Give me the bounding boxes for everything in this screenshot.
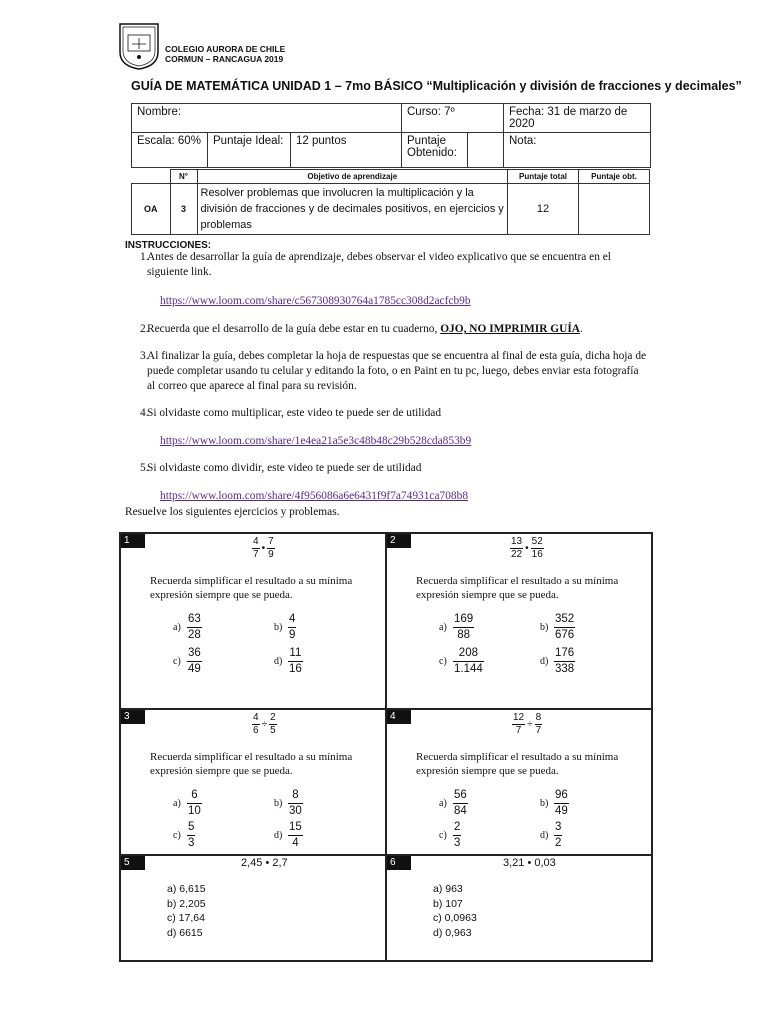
exercises-intro: Resuelve los siguientes ejercicios y problemas. (125, 506, 340, 518)
exercise-operation: 3,21 • 0,03 (503, 857, 556, 869)
option-a[interactable]: a) 6,615 (167, 883, 206, 895)
instruction-2-warning: OJO, NO IMPRIMIR GUÍA (440, 323, 581, 335)
exercise-3 (120, 709, 386, 855)
option-c[interactable]: c) $\frac{208}{1.144}$ (439, 647, 483, 675)
instruction-2: 2. Recuerda que el desarrollo de la guía debe estar en tu cuaderno, OJO, NO IMPRIMIR GUÍA. (140, 323, 583, 335)
page-title: GUÍA DE MATEMÁTICA UNIDAD 1 – 7mo BÁSICO “Multiplicación y división de fracciones y decimales” (131, 79, 742, 93)
puntaje-obtenido-value (468, 133, 504, 168)
option-c[interactable]: c) 17,64 (167, 912, 205, 924)
oa-label: OA (132, 184, 171, 235)
simplify-reminder: Recuerda simplificar el resultado a su mínima expresión siempre que se pueda. (416, 751, 619, 777)
simplify-reminder: Recuerda simplificar el resultado a su mínima expresión siempre que se pueda. (150, 751, 353, 777)
option-c[interactable]: c) 0,0963 (433, 912, 477, 924)
objective-table (131, 169, 650, 235)
exercise-number: 4 (387, 710, 411, 724)
option-d[interactable]: d) $\frac{15}{4}$ (274, 821, 302, 849)
oa-objective: Resolver problemas que involucren la multiplicación y la división de fracciones y de decimales positivos, en ejercicios y problemas (197, 184, 508, 235)
puntaje-obtenido-label: Puntaje Obtenido: (402, 133, 468, 168)
exercise-1 (120, 533, 386, 709)
puntaje-ideal-label: Puntaje Ideal: (208, 133, 291, 168)
option-a[interactable]: a) 963 (433, 883, 463, 895)
oa-obtained (579, 184, 650, 235)
oa-total: 12 (508, 184, 579, 235)
option-b[interactable]: b) $\frac{4}{9}$ (274, 613, 296, 641)
escala-field: Escala: 60% (132, 133, 208, 168)
school-line-2: CORMUN – RANCAGUA 2019 (165, 54, 284, 64)
oa-header-objective: Objetivo de aprendizaje (197, 170, 508, 184)
option-c[interactable]: c) $\frac{5}{3}$ (173, 821, 195, 849)
option-d[interactable]: d) 0,963 (433, 926, 472, 939)
puntaje-ideal-value: 12 puntos (291, 133, 402, 168)
option-b[interactable]: b) $\frac{96}{49}$ (540, 789, 568, 817)
exercise-operation: $\frac{13}{22}$ • $\frac{52}{16}$ (511, 536, 543, 560)
exercise-operation: $\frac{12}{7}$ ÷ $\frac{8}{7}$ (513, 712, 542, 736)
instruction-5-text: Si olvidaste como dividir, este video te puede ser de utilidad (147, 462, 422, 474)
exercise-6 (386, 855, 652, 961)
video-link-5[interactable]: https://www.loom.com/share/4f956086a6e6431f9f7a74931ca708b8 (160, 490, 469, 502)
instruction-1-text: Antes de desarrollar la guía de aprendizaje, debes observar el video explicativo que se encuentra en el siguiente link. (147, 251, 611, 278)
school-line-1: COLEGIO AURORA DE CHILE (165, 44, 286, 54)
video-link-1[interactable]: https://www.loom.com/share/c567308930764a1785cc308d2acfcb9b (160, 295, 471, 307)
option-b[interactable]: b) $\frac{8}{30}$ (274, 789, 302, 817)
option-b[interactable]: b) 107 (433, 897, 463, 910)
option-a[interactable]: a) $\frac{56}{84}$ (439, 789, 467, 817)
exercise-number: 1 (121, 534, 145, 548)
option-d[interactable]: d) $\frac{11}{16}$ (274, 647, 302, 675)
exercise-number: 2 (387, 534, 411, 548)
nombre-field: Nombre: (132, 104, 402, 133)
school-logo (118, 22, 160, 70)
instruction-5: 5. Si olvidaste como dividir, este video te puede ser de utilidad (140, 462, 422, 474)
exercise-operation: $\frac{4}{6}$ ÷ $\frac{2}{5}$ (253, 712, 276, 736)
instruction-2-text: Recuerda que el desarrollo de la guía debe estar en tu cuaderno, (147, 323, 438, 335)
school-name (165, 44, 285, 64)
oa-header-obtained: Puntaje obt. (579, 170, 650, 184)
simplify-reminder: Recuerda simplificar el resultado a su mínima expresión siempre que se pueda. (416, 575, 619, 601)
option-d[interactable]: d) $\frac{3}{2}$ (540, 821, 562, 849)
exercise-operation: $\frac{4}{7}$ • $\frac{7}{9}$ (253, 536, 274, 560)
instructions-heading: INSTRUCCIONES: (125, 240, 212, 251)
instruction-3: 3. Al finalizar la guía, debes completar la hoja de respuestas que se encuentra al final de esta guía, dicha hoja de puede completar usando tu celular y editando la foto, o en Paint en tu pc, luego, debes enviar esta fotografía al correo que aparece al final para su revisión. (140, 350, 647, 392)
curso-field: Curso: 7º (402, 104, 504, 133)
option-d[interactable]: d) 6615 (167, 926, 203, 939)
exercise-grid (119, 532, 653, 962)
oa-number: 3 (170, 184, 197, 235)
option-a[interactable]: a) $\frac{6}{10}$ (173, 789, 201, 817)
option-c[interactable]: c) $\frac{2}{3}$ (439, 821, 461, 849)
option-b[interactable]: b) 2,205 (167, 897, 206, 910)
option-b[interactable]: b) $\frac{352}{676}$ (540, 613, 575, 641)
exercise-5 (120, 855, 386, 961)
exercise-number: 3 (121, 710, 145, 724)
option-c[interactable]: c) $\frac{36}{49}$ (173, 647, 201, 675)
exercise-4 (386, 709, 652, 855)
option-d[interactable]: d) $\frac{176}{338}$ (540, 647, 575, 675)
video-link-4[interactable]: https://www.loom.com/share/1e4ea21a5e3c48b48c29b528cda853b9 (160, 435, 472, 447)
instruction-4: 4. Si olvidaste como multiplicar, este video te puede ser de utilidad (140, 407, 442, 419)
instruction-1: 1. Antes de desarrollar la guía de aprendizaje, debes observar el video explicativo que se encuentra en el siguiente link. (140, 251, 611, 278)
exercise-number: 5 (121, 856, 145, 870)
exercise-2 (386, 533, 652, 709)
instructions (125, 238, 653, 502)
exercise-number: 6 (387, 856, 411, 870)
nota-field: Nota: (504, 133, 651, 168)
instruction-4-text: Si olvidaste como multiplicar, este video te puede ser de utilidad (147, 407, 442, 419)
option-a[interactable]: a) $\frac{169}{88}$ (439, 613, 474, 641)
option-a[interactable]: a) $\frac{63}{28}$ (173, 613, 201, 641)
simplify-reminder: Recuerda simplificar el resultado a su mínima expresión siempre que se pueda. (150, 575, 353, 601)
options-list (167, 882, 206, 940)
exercise-operation: 2,45 • 2,7 (241, 857, 288, 869)
instruction-3-text: Al finalizar la guía, debes completar la hoja de respuestas que se encuentra al final de esta guía, dicha hoja de puede completar usando tu celular y editando la foto, o en Paint en tu pc, luego, debes enviar esta fotografía al correo que aparece al final para su revisión. (147, 350, 647, 392)
fecha-field: Fecha: 31 de marzo de 2020 (504, 104, 651, 133)
oa-header-total: Puntaje total (508, 170, 579, 184)
options-list (433, 882, 477, 940)
student-info-table (131, 103, 651, 168)
oa-header-n: N° (170, 170, 197, 184)
